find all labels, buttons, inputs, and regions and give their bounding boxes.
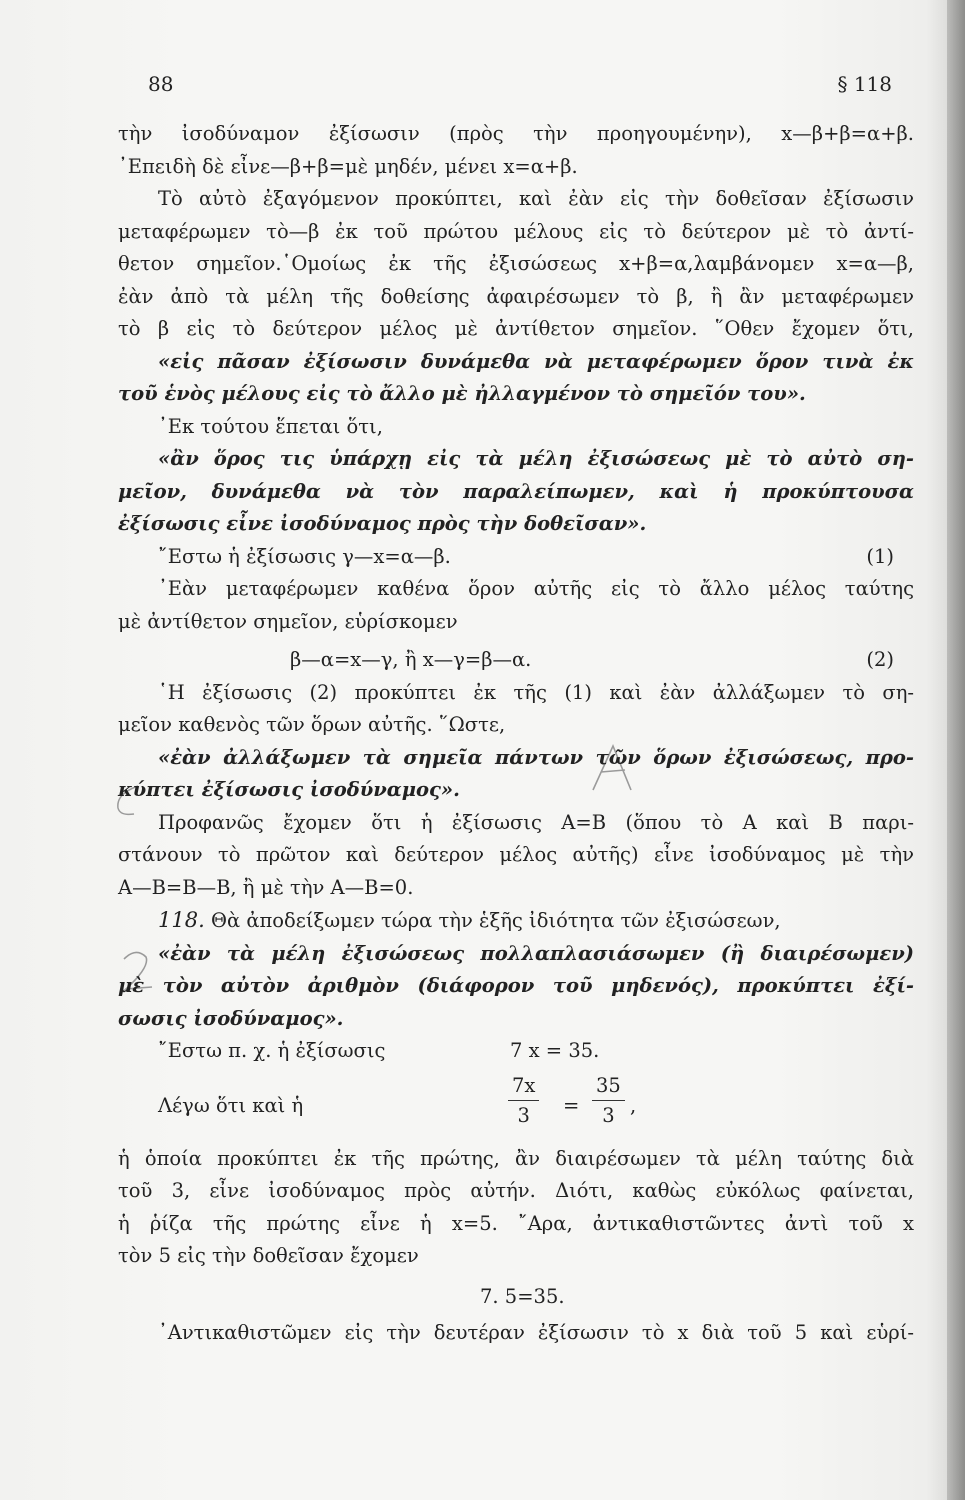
equation-number: (2) <box>866 648 894 671</box>
example-text: ῎Εστω π. χ. ἡ ἐξίσωσις <box>158 1039 386 1062</box>
rule-statement: «εἰς πᾶσαν ἐξίσωσιν δυνάμεθα νὰ μεταφέρωμεν ὅρον τινὰ ἐκ <box>158 349 914 373</box>
text-line: μεῖον καθενὸς τῶν ὅρων αὐτῆς. ῞Ωστε, <box>118 713 506 736</box>
section-reference: § 118 <box>837 72 892 96</box>
rule-statement: «ἐὰν τὰ μέλη ἐξισώσεως πολλαπλασιάσωμεν (ἢ διαιρέσωμεν) <box>158 941 914 965</box>
text-line: ᾿Εὰν μεταφέρωμεν καθένα ὅρον αὐτῆς εἰς τὸ ἄλλο μέλος ταύτης <box>158 577 914 600</box>
text-line: ᾿Αντικαθιστῶμεν εἰς τὴν δευτέραν ἐξίσωσιν τὸ x διὰ τοῦ 5 καὶ εὑρί- <box>158 1321 914 1344</box>
example-equation: 7 x = 35. <box>510 1039 600 1062</box>
fraction-right-denominator: 3 <box>602 1103 615 1127</box>
text-line: ᾿Επειδὴ δὲ εἶνε—β+β=μὲ μηδέν, μένει x=α+β. <box>118 154 578 178</box>
rule-statement: τοῦ ἑνὸς μέλους εἰς τὸ ἄλλο μὲ ἠλλαγμένον τὸ σημεῖόν του». <box>118 382 806 405</box>
page-edge-shadow <box>947 0 965 1500</box>
fraction-left <box>508 1072 539 1131</box>
equation-line: 7. 5=35. <box>480 1284 565 1308</box>
rule-statement: μεῖον, δυνάμεθα νὰ τὸν παραλείπωμεν, καὶ ἡ προκύπτουσα <box>118 479 914 503</box>
text-line: A—B=B—B, ἢ μὲ τὴν A—B=0. <box>118 875 414 899</box>
rule-statement: κύπτει ἐξίσωσις ἰσοδύναμος». <box>118 778 460 801</box>
rule-statement: σωσις ἰσοδύναμος». <box>118 1006 344 1030</box>
rule-statement: «ἐὰν ἀλλάξωμεν τὰ σημεῖα πάντων τῶν ὅρων ἐξισώσεως, προ- <box>158 745 914 769</box>
text-line: μὲ ἀντίθετον σημεῖον, εὑρίσκομεν <box>118 609 458 633</box>
page-header <box>148 72 892 104</box>
text-line: ἐὰν ἀπὸ τὰ μέλη τῆς δοθείσης ἀφαιρέσωμεν τὸ β, ἢ ἂν μεταφέρωμεν <box>118 284 914 308</box>
text-line: τὴν ἰσοδύναμον ἐξίσωσιν (πρὸς τὴν προηγουμένην), x—β+β=α+β. <box>118 122 914 145</box>
fraction-trailing: , <box>630 1093 637 1117</box>
fraction-right <box>592 1072 625 1131</box>
text-line: μεταφέρωμεν τὸ—β ἐκ τοῦ πρώτου μέλους εἰς τὸ δεύτερον μὲ τὸ ἀντί- <box>118 219 914 243</box>
equation-line <box>118 541 914 574</box>
text-line: τὸν 5 εἰς τὴν δοθεῖσαν ἔχομεν <box>118 1244 419 1267</box>
page-number: 88 <box>148 72 174 96</box>
equation-line <box>118 644 914 677</box>
text-line: ῾Η ἐξίσωσις (2) προκύπτει ἐκ τῆς (1) καὶ ἐὰν ἀλλάξωμεν τὸ ση- <box>158 680 914 704</box>
text-line: Προφανῶς ἔχομεν ὅτι ἡ ἐξίσωσις A=B (ὅπου τὸ A καὶ B παρι- <box>158 810 914 834</box>
fraction-right-numerator: 35 <box>592 1072 625 1101</box>
page-body <box>118 118 914 1350</box>
section-number: 118. <box>158 908 205 932</box>
rule-statement: μὲ τὸν αὐτὸν ἀριθμὸν (διάφορον τοῦ μηδενός), προκύπτει ἐξί- <box>118 974 914 997</box>
rule-statement: ἐξίσωσις εἶνε ἰσοδύναμος πρὸς τὴν δοθεῖσαν». <box>118 512 647 535</box>
text-line: ἡ ὁποία προκύπτει ἐκ τῆς πρώτης, ἂν διαιρέσωμεν τὰ μέλη ταύτης διὰ <box>118 1146 914 1170</box>
text-line: ἡ ῥίζα τῆς πρώτης εἶνε ἡ x=5. ῎Αρα, ἀντικαθιστῶντες ἀντὶ τοῦ x <box>118 1211 914 1235</box>
equation-number: (1) <box>866 544 894 568</box>
equation-text: β—α=x—γ, ἢ x—γ=β—α. <box>290 648 532 671</box>
section-line <box>118 904 914 938</box>
text-line: τοῦ 3, εἶνε ἰσοδύναμος πρὸς αὐτήν. Διότι, καθὼς εὐκόλως φαίνεται, <box>118 1179 914 1202</box>
rule-statement: «ἂν ὅρος τις ὑπάρχῃ εἰς τὰ μέλη ἐξισώσεως μὲ τὸ αὐτὸ ση- <box>158 447 914 470</box>
text-line: θετον σημεῖον.῾Ομοίως ἐκ τῆς ἐξισώσεως x+β=α,λαμβάνομεν x=α—β, <box>118 252 914 275</box>
fraction-left-denominator: 3 <box>517 1103 530 1127</box>
section-text: Θὰ ἀποδείξωμεν τώρα τὴν ἑξῆς ἰδιότητα τῶν ἐξισώσεων, <box>210 909 781 932</box>
text-line: στάνουν τὸ πρῶτον καὶ δεύτερον μέλος αὐτῆς) εἶνε ἰσοδύναμος μὲ τὴν <box>118 843 914 866</box>
text-line: τὸ β εἰς τὸ δεύτερον μέλος μὲ ἀντίθετον σημεῖον. ῞Οθεν ἔχομεν ὅτι, <box>118 317 914 340</box>
equation-text: ῎Εστω ἡ ἐξίσωσις γ—x=α—β. <box>158 544 451 568</box>
text-line: ᾿Εκ τούτου ἕπεται ὅτι, <box>158 414 383 438</box>
example-line <box>118 1035 914 1068</box>
text-line: Τὸ αὐτὸ ἐξαγόμενον προκύπτει, καὶ ἐὰν εἰς τὴν δοθεῖσαν ἐξίσωσιν <box>158 187 914 210</box>
fraction-left-numerator: 7x <box>508 1072 539 1101</box>
fraction-equals: = <box>563 1093 580 1117</box>
fraction-equation-line <box>118 1068 914 1143</box>
claim-text: Λέγω ὅτι καὶ ἡ <box>158 1093 304 1117</box>
